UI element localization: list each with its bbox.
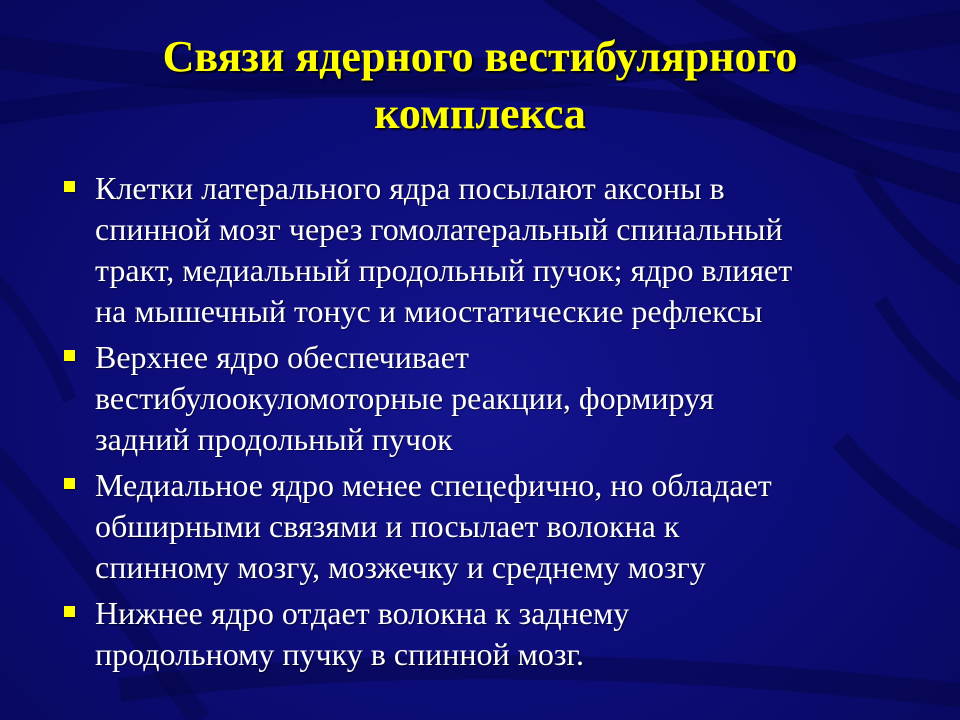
bullet-text-line: Нижнее ядро отдает волокна к заднему	[95, 595, 630, 631]
bullet-item-lateral-nucleus	[55, 168, 915, 332]
bullet-item-medial-nucleus	[55, 465, 915, 588]
bullet-text-line: Верхнее ядро обеспечивает	[95, 339, 469, 375]
bullet-text-line: Медиальное ядро менее спецефично, но обладает	[95, 467, 772, 503]
bullet-text-line: обширными связями и посылает волокна к	[95, 508, 680, 544]
bullet-text-line: Клетки латерального ядра посылают аксоны в	[95, 170, 725, 206]
bullet-item-superior-nucleus	[55, 337, 915, 460]
bullet-text-line: задний продольный пучок	[95, 421, 453, 457]
bullet-item-inferior-nucleus	[55, 593, 915, 675]
bullet-text-line: спинному мозгу, мозжечку и среднему мозгу	[95, 549, 706, 585]
slide-title-line-2: комплекса	[374, 89, 586, 138]
bullet-text-line: тракт, медиальный продольный пучок; ядро влияет	[95, 252, 793, 288]
bullet-square-icon	[64, 350, 75, 361]
bullet-text-line: вестибулоокуломоторные реакции, формируя	[95, 380, 714, 416]
bullet-text-line: продольному пучку в спинной мозг.	[95, 636, 585, 672]
bullet-list	[55, 168, 915, 680]
slide-title-line-1: Связи ядерного вестибулярного	[162, 32, 798, 81]
bullet-square-icon	[64, 478, 75, 489]
bullet-square-icon	[64, 181, 75, 192]
bullet-text-line: на мышечный тонус и миостатические рефлексы	[95, 293, 763, 329]
slide-title	[40, 28, 920, 142]
bullet-text-line: спинной мозг через гомолатеральный спинальный	[95, 211, 783, 247]
bullet-square-icon	[64, 606, 75, 617]
